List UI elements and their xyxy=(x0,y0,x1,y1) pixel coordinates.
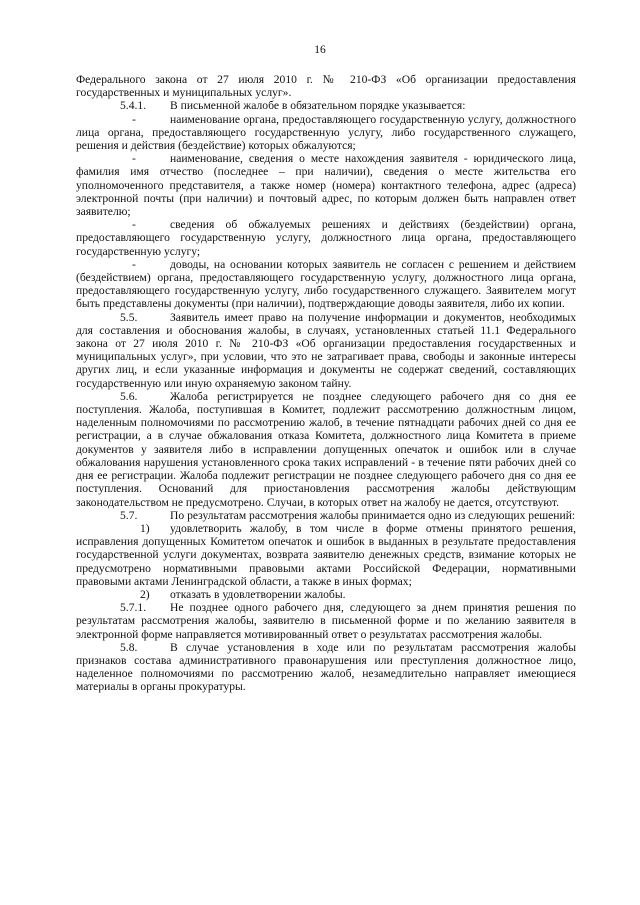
clause-5-8 xyxy=(76,641,576,694)
paragraph-text: Федерального закона от 27 июля 2010 г. № 210-ФЗ «Об организации предоставления государственных и муниципальных услуг». xyxy=(76,73,576,100)
clause-5-5 xyxy=(76,311,576,390)
paragraph-text: сведения об обжалуемых решениях и действиях (бездействии) органа, предоставляющего государственную услугу, должностного лица органа, предоставляющего государственную услугу; xyxy=(76,218,576,258)
clause-number: 5.7.1. xyxy=(120,601,147,615)
paragraph-intro xyxy=(76,73,576,99)
list-item-numbered-1 xyxy=(76,522,576,588)
paragraph-text: Жалоба регистрируется не позднее следующего рабочего дня со дня ее поступления. Жалоба, поступившая в Комитет, подлежит рассмотрению должностным лицом, наделенным полномочиями по рассмотрению жалоб, в течение пятнадцати рабочих дней со дня ее регистрации, а в случае обжалования отказа Комитета, должностного лица Комитета в приеме документов у заявителя либо в исправлении допущенных опечаток и ошибок или в случае обжалования нарушения установленного срока таких исправлений - в течение пяти рабочих дней со дня ее регистрации. Жалоба подлежит регистрации не позднее следующего рабочего дня со дня ее поступления. Оснований для приостановления рассмотрения жалобы действующим законодательством не предусмотрено. Случаи, в которых ответ на жалобу не дается, отсутствуют. xyxy=(76,389,576,509)
paragraph-text: доводы, на основании которых заявитель не согласен с решением и действием (бездействием) органа, предоставляющего государственную услугу, должностного лица органа, предоставляющего государственную услугу, либо государственного служащего. Заявителем могут быть представлены документы (при наличии), подтверждающие доводы заявителя, либо их копии. xyxy=(76,257,576,311)
paragraph-text: По результатам рассмотрения жалобы принимается одно из следующих решений: xyxy=(170,508,576,522)
clause-5-7 xyxy=(76,509,576,522)
list-item-dash-1 xyxy=(76,113,576,153)
clause-5-6 xyxy=(76,390,576,509)
clause-number: 5.7. xyxy=(120,508,138,522)
paragraph-text: наименование, сведения о месте нахождения заявителя - юридического лица, фамилия имя отчество (последнее – при наличии), сведения о месте жительства его уполномоченного представителя, а также номер (номера) контактного телефона, адрес (адреса) электронной почты (при наличии) и почтовый адрес, по которым должен быть направлен ответ заявителю; xyxy=(76,152,576,219)
clause-number: 5.8. xyxy=(120,640,138,654)
clause-5-7-1 xyxy=(76,601,576,641)
clause-number: 5.5. xyxy=(120,310,138,324)
paragraph-text: Не позднее одного рабочего дня, следующего за днем принятия решения по результатам рассмотрения жалобы, заявителю в письменной форме и по желанию заявителя в электронной форме направляется мотивированный ответ о результатах рассмотрения жалобы. xyxy=(76,601,576,641)
document-body xyxy=(76,73,576,694)
list-item-dash-2 xyxy=(76,152,576,218)
page-number: 16 xyxy=(314,44,326,56)
item-number: 1) xyxy=(140,521,150,535)
dash-marker: - xyxy=(132,152,136,166)
clause-5-4-1 xyxy=(76,99,576,112)
clause-number: 5.6. xyxy=(120,389,138,403)
paragraph-text: отказать в удовлетворении жалобы. xyxy=(170,587,346,601)
dash-marker: - xyxy=(132,112,136,126)
paragraph-text: В письменной жалобе в обязательном порядке указывается: xyxy=(170,99,466,113)
dash-marker: - xyxy=(132,257,136,271)
paragraph-text: наименование органа, предоставляющего государственную услугу, должностного лица органа, предоставляющего государственную услугу, либо государственного служащего, решения и действия (бездействие) которых обжалуются; xyxy=(76,112,576,153)
paragraph-text: Заявитель имеет право на получение информации и документов, необходимых для составления и обоснования жалобы, в случаях, установленных статьей 11.1 Федерального закона от 27 июля 2010 г. № 210-ФЗ «Об организации предоставления государственных и муниципальных услуг», при условии, что это не затрагивает права, свободы и законные интересы других лиц, и если указанные информация и документы не содержат сведений, составляющих государственную или иную охраняемую законом тайну. xyxy=(76,310,576,390)
list-item-dash-3 xyxy=(76,218,576,258)
item-number: 2) xyxy=(140,587,150,601)
paragraph-text: удовлетворить жалобу, в том числе в форме отмены принятого решения, исправления допущенных Комитетом опечаток и ошибок в выданных в результате предоставления государственной услуги документах, возврата заявителю денежных средств, взимание которых не предусмотрено нормативными правовыми актами Российской Федерации, нормативными правовыми актами Ленинградской области, а также в иных формах; xyxy=(76,521,576,588)
paragraph-text: В случае установления в ходе или по результатам рассмотрения жалобы признаков состава административного правонарушения или преступления должностное лицо, наделенное полномочиями по рассмотрению жалоб, незамедлительно направляет имеющиеся материалы в органы прокуратуры. xyxy=(76,640,576,694)
list-item-dash-4 xyxy=(76,258,576,311)
clause-number: 5.4.1. xyxy=(120,99,147,113)
list-item-numbered-2 xyxy=(76,588,576,601)
dash-marker: - xyxy=(132,218,136,232)
